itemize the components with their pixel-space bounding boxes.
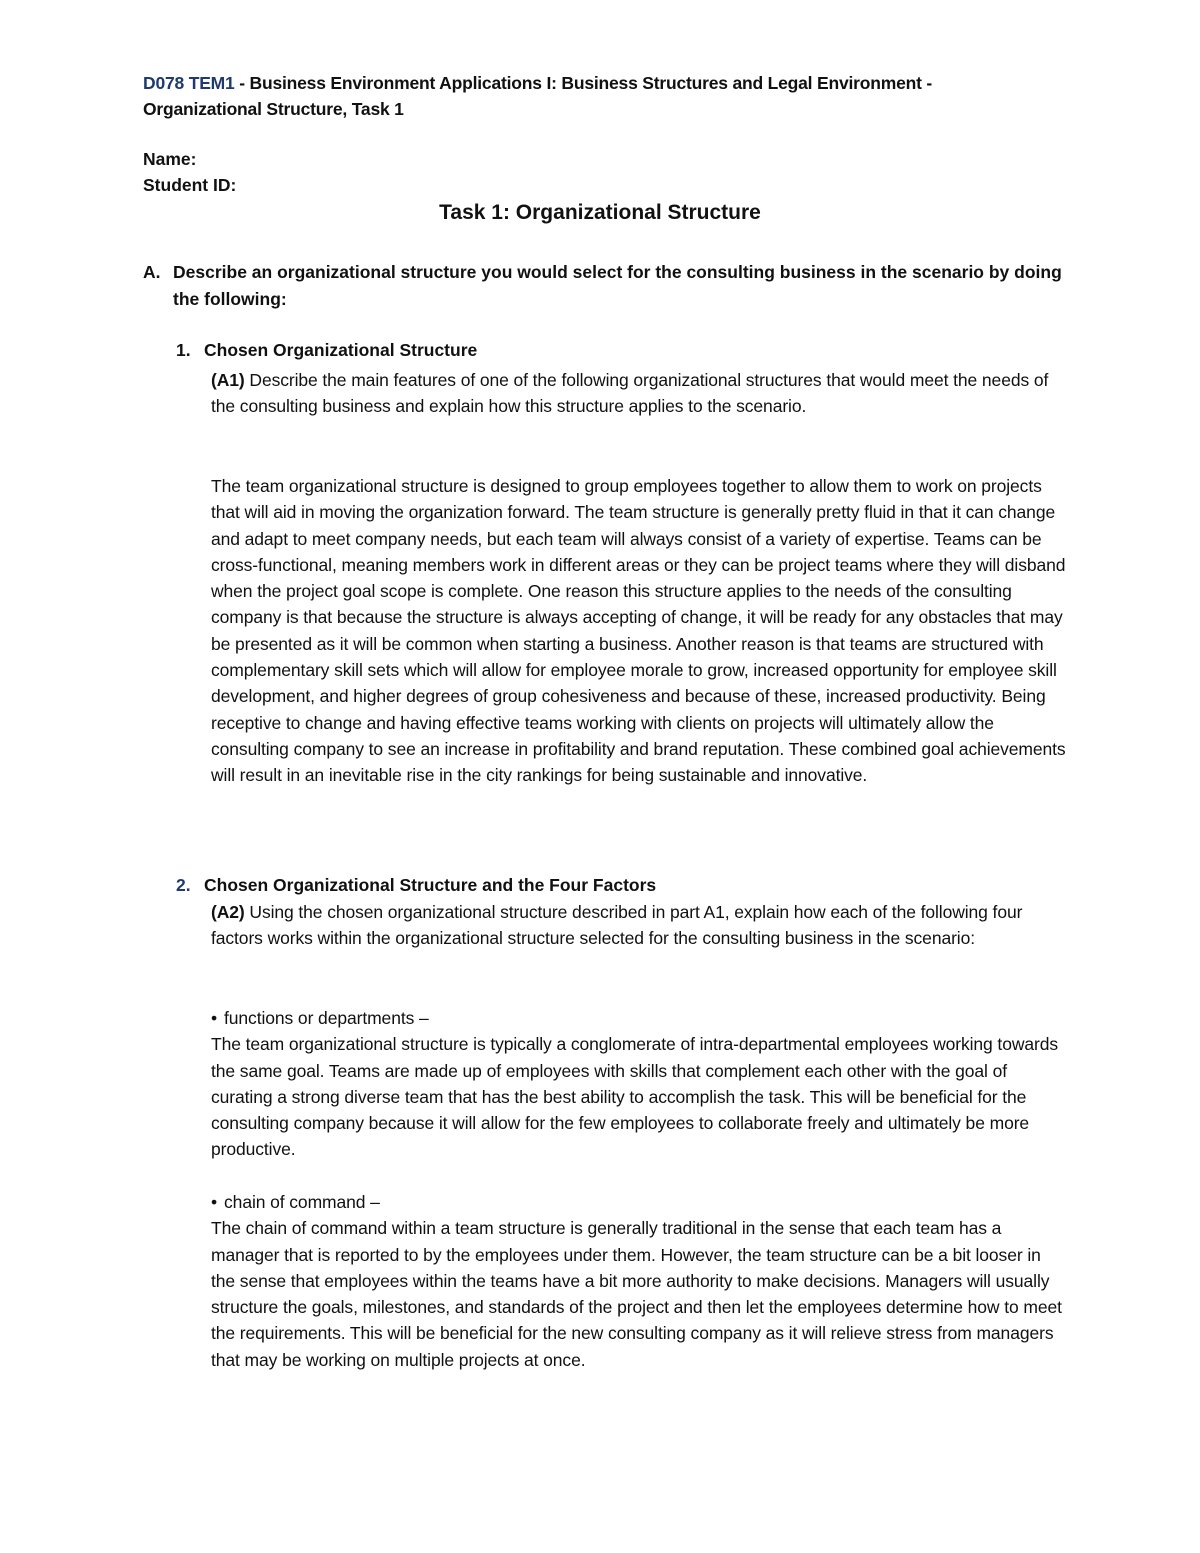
section-a-text: Describe an organizational structure you would select for the consulting business in the scenario by doing the following:	[173, 262, 1062, 309]
item-2-heading	[176, 872, 1066, 898]
item-1-prompt-text: Describe the main features of one of the following organizational structures that would meet the needs of the consulting business and explain how this structure applies to the scenario.	[211, 370, 1049, 417]
student-id-label: Student ID:	[143, 175, 237, 195]
item-1-answer: The team organizational structure is designed to group employees together to allow them to work on projects that will aid in moving the organization forward. The team structure is generally pretty fluid in that it can change and adapt to meet company needs, but each team will always consist of a variety of expertise. Teams can be cross-functional, meaning members work in different areas or they can be project teams where they will disband when the project goal scope is complete. One reason this structure applies to the needs of the consulting company is that because the structure is always accepting of change, it will be ready for any obstacles that may be presented as it will be common when starting a business. Another reason is that teams are structured with complementary skill sets which will allow for employee morale to grow, increased opportunity for employee skill development, and higher degrees of group cohesiveness and because of these, increased productivity. Being receptive to change and having effective teams working with clients on projects will ultimately allow the consulting company to see an increase in profitability and brand reputation. These combined goal achievements will result in an inevitable rise in the city rankings for being sustainable and innovative.	[211, 476, 1066, 786]
factor-functions-label: • functions or departments –	[211, 1005, 1066, 1031]
item-1-title: Chosen Organizational Structure	[204, 340, 478, 360]
factor-functions	[211, 1005, 1066, 1163]
factor-chain-text: The chain of command within a team structure is generally traditional in the sense that each team has a manager that is reported to by the employees under them. However, the team structure can be a bit looser in the sense that employees within the teams have a bit more authority to make decisions. Managers will usually structure the goals, milestones, and standards of the project and then let the employees determine how to meet the requirements. This will be beneficial for the new consulting company as it will relieve stress from managers that may be working on multiple projects at once.	[211, 1218, 1062, 1370]
factor-chain-label: • chain of command –	[211, 1189, 1066, 1215]
factor-chain-of-command	[211, 1189, 1066, 1373]
section-a-label: A.	[143, 262, 161, 282]
document-header	[143, 70, 1043, 122]
item-1-number: 1.	[176, 340, 191, 360]
item-2-prompt-code: (A2)	[211, 902, 245, 922]
course-code: D078 TEM1	[143, 73, 235, 93]
item-2-title: Chosen Organizational Structure and the Four Factors	[204, 875, 657, 895]
item-1-prompt-code: (A1)	[211, 370, 245, 390]
factor-functions-text: The team organizational structure is typically a conglomerate of intra-departmental employees working towards the same goal. Teams are made up of employees with skills that complement each other with the goal of curating a strong diverse team that has the best ability to accomplish the task. This will be beneficial for the consulting company because it will allow for the few employees to collaborate freely and ultimately be more productive.	[211, 1034, 1059, 1160]
item-2-number: 2.	[176, 875, 191, 895]
section-a	[143, 259, 1068, 312]
page-title: Task 1: Organizational Structure	[439, 201, 761, 224]
item-1-heading	[176, 337, 1066, 363]
name-label: Name:	[143, 149, 197, 169]
course-title: - Business Environment Applications I: Business Structures and Legal Environment - Organizational Structure, Task 1	[143, 73, 933, 119]
item-2-prompt	[211, 899, 1066, 952]
student-info	[143, 146, 236, 198]
item-2-prompt-text: Using the chosen organizational structure described in part A1, explain how each of the following four factors works within the organizational structure selected for the consulting business in the scenario:	[211, 902, 1023, 949]
item-1-prompt	[211, 367, 1066, 420]
